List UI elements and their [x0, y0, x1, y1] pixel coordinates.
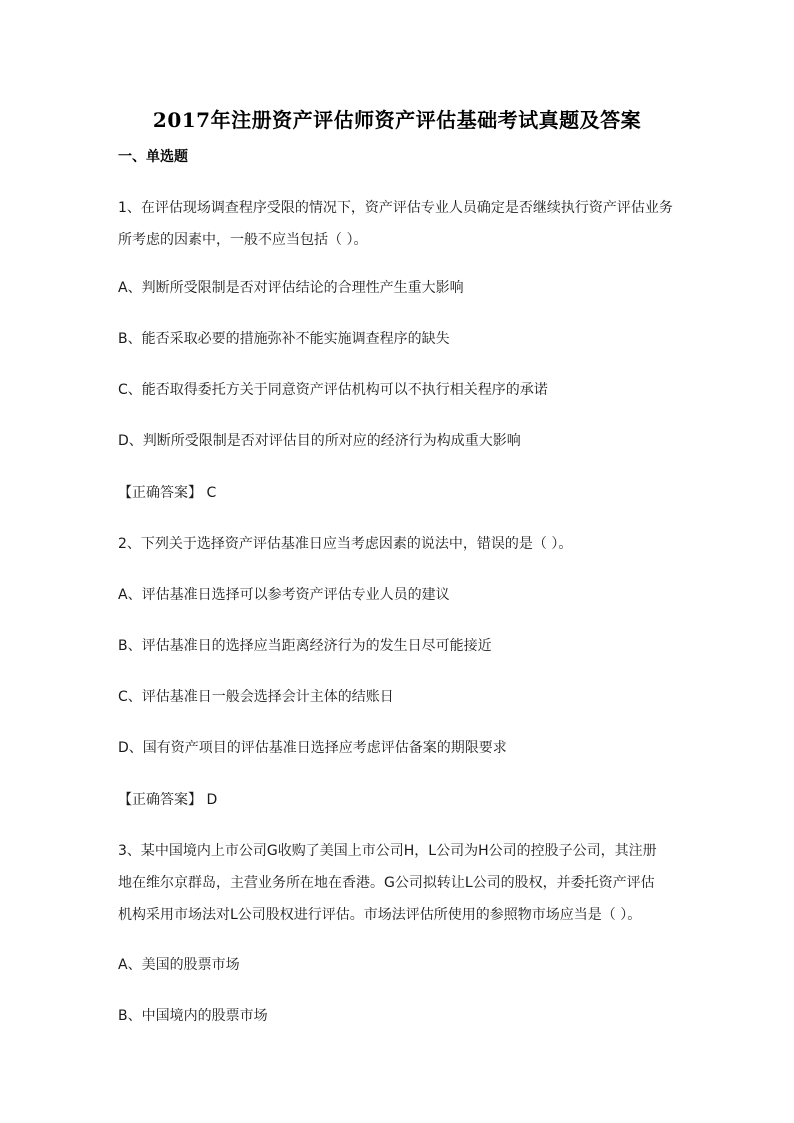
- q3-stem-line-1: 3、某中国境内上市公司G收购了美国上市公司H，L公司为H公司的控股子公司，其注册: [118, 843, 657, 859]
- document-title: 2017年注册资产评估师资产评估基础考试真题及答案: [152, 108, 642, 132]
- q1-stem-line-1: 1、在评估现场调查程序受限的情况下，资产评估专业人员确定是否继续执行资产评估业务: [118, 200, 673, 216]
- q3-option-a: A、美国的股票市场: [118, 957, 240, 973]
- q1-answer: 【正确答案】 C: [118, 485, 217, 501]
- q3-stem-line-2: 地在维尔京群岛，主营业务所在地在香港。G公司拟转让L公司的股权，并委托资产评估: [118, 875, 655, 891]
- q3-stem-line-3: 机构采用市场法对L公司股权进行评估。市场法评估所使用的参照物市场应当是（ ）。: [118, 907, 642, 923]
- q2-option-a: A、评估基准日选择可以参考资产评估专业人员的建议: [118, 587, 450, 603]
- q1-option-c: C、能否取得委托方关于同意资产评估机构可以不执行相关程序的承诺: [118, 382, 548, 398]
- q2-answer: 【正确答案】 D: [118, 792, 218, 808]
- q3-option-b: B、中国境内的股票市场: [118, 1008, 268, 1024]
- q2-option-d: D、国有资产项目的评估基准日选择应考虑评估备案的期限要求: [118, 740, 507, 756]
- q2-stem-line-1: 2、下列关于选择资产评估基准日应当考虑因素的说法中，错误的是（ ）。: [118, 536, 573, 552]
- q1-option-d: D、判断所受限制是否对评估目的所对应的经济行为构成重大影响: [118, 433, 521, 449]
- q1-stem-line-2: 所考虑的因素中，一般不应当包括（ ）。: [118, 232, 368, 248]
- q2-option-b: B、评估基准日的选择应当距离经济行为的发生日尽可能接近: [118, 638, 492, 654]
- q1-option-a: A、判断所受限制是否对评估结论的合理性产生重大影响: [118, 280, 464, 296]
- q1-option-b: B、能否采取必要的措施弥补不能实施调查程序的缺失: [118, 331, 450, 347]
- section-heading: 一、单选题: [118, 149, 188, 165]
- q2-option-c: C、评估基准日一般会选择会计主体的结账日: [118, 689, 394, 705]
